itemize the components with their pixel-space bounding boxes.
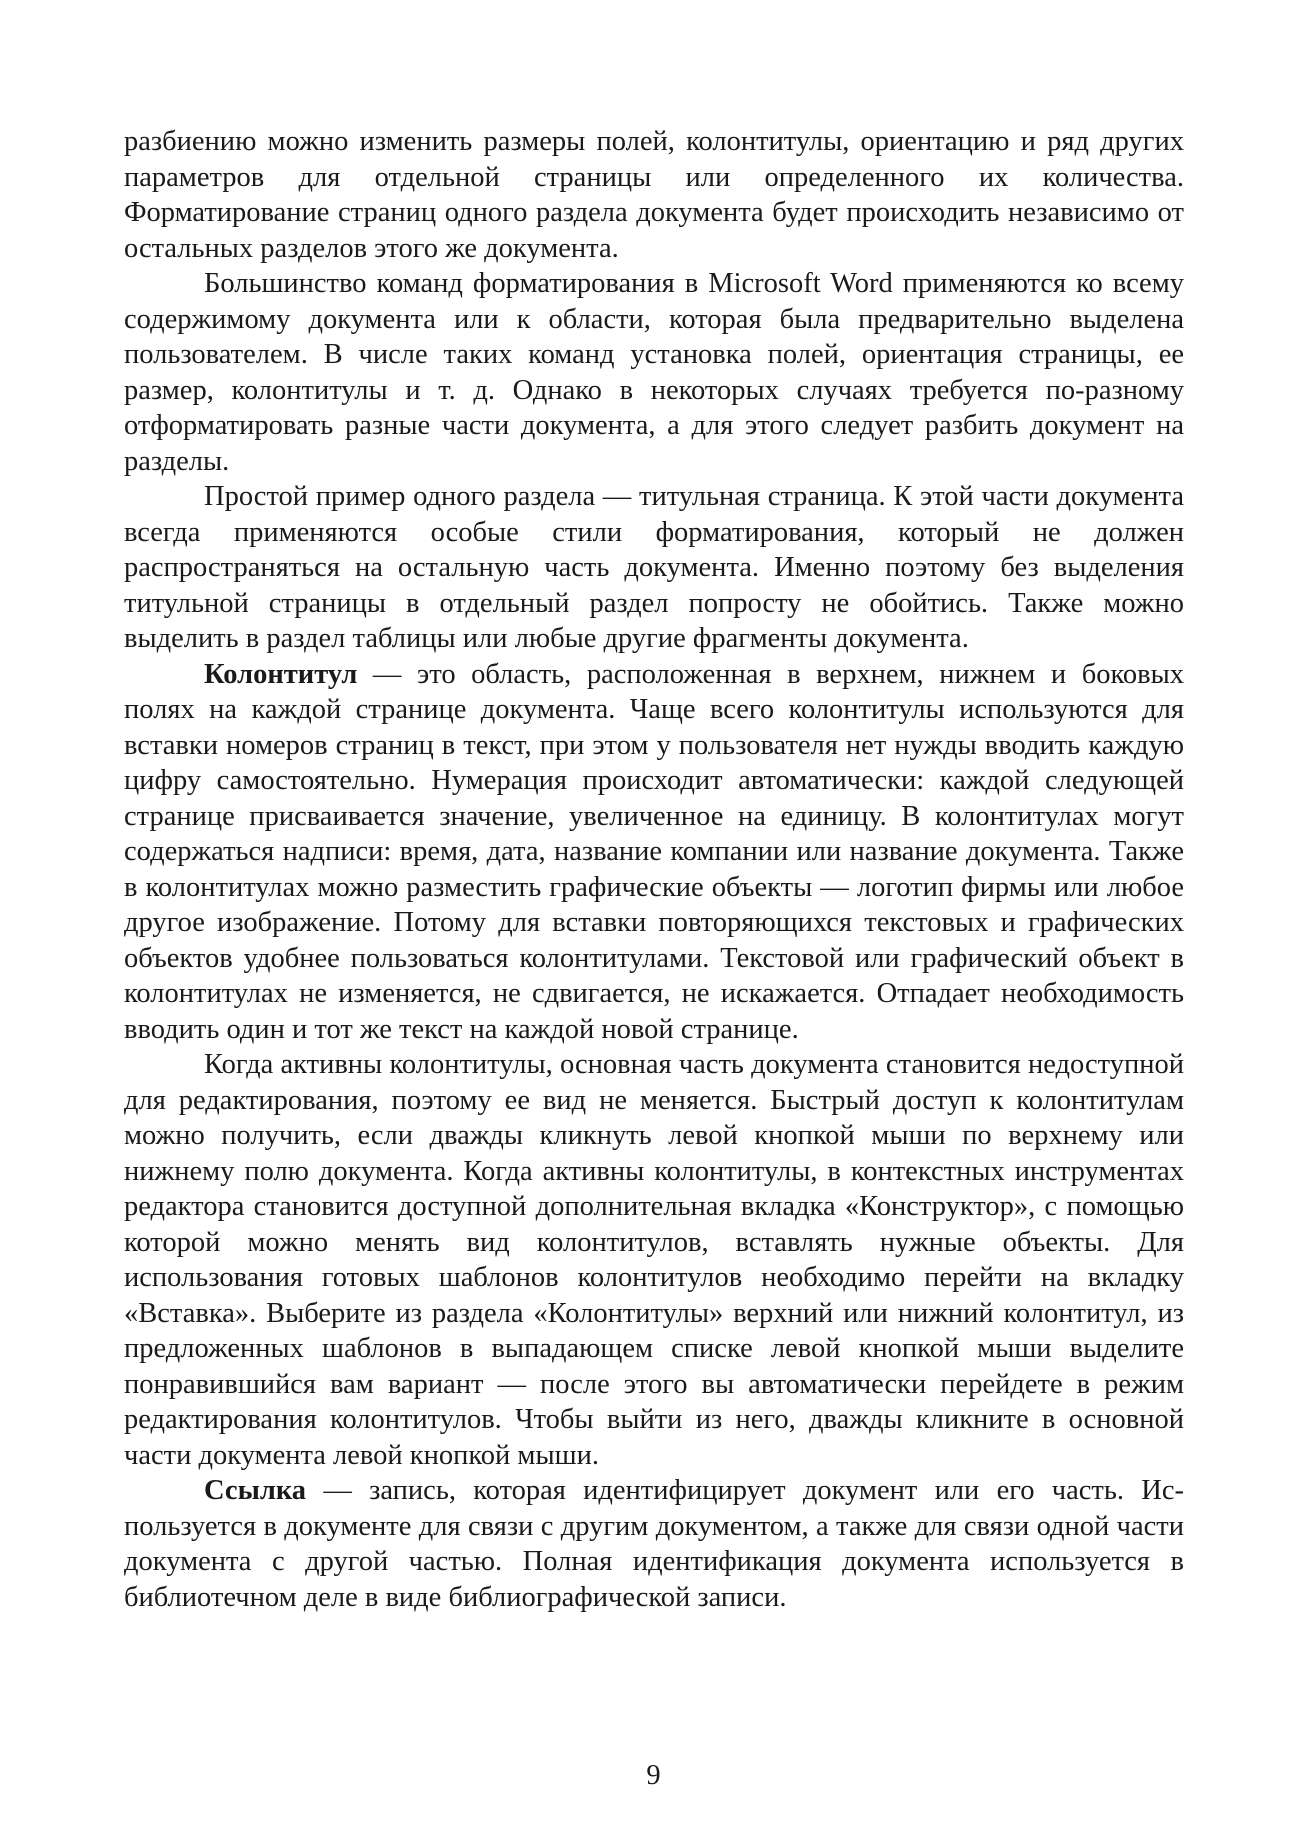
body-text — [124, 124, 1184, 1615]
paragraph-text: Простой пример одного раздела — титульная страница. К этой части документа всегда применяются особые стили форматирования, который не должен распространяться на остальную часть документа. Именно поэтому без выделения титульной страницы в отдельный раздел попросту не обойтись. Также можно выделить в раздел таблицы или любые другие фрагменты документа. — [124, 481, 1184, 654]
paragraph-text: — это область, расположенная в верхнем, нижнем и боковых полях на каждой странице документа. Чаще всего колонтитулы используются для вставки номеров страниц в текст, при этом у пользователя нет нужды вводить каждую цифру самостоятельно. Нумерация происходит автоматически: каждой следующей странице присваивается значение, увеличенное на единицу. В колонтитулах могут содержаться надписи: время, дата, название компании или название документа. Также в колонтитулах можно разместить графические объекты — логотип фирмы или любое другое изображение. Потому для вставки повторяющихся текстовых и графических объектов удобнее пользоваться колонтитулами. Текстовой или графический объект в колонтитулах не изменяется, не сдвигается, не искажается. Отпадает необходимость вводить один и тот же текст на каждой новой странице. — [124, 658, 1184, 1045]
term-kolontitul: Колонтитул — [204, 658, 358, 690]
paragraph-text: разбиению можно изменить размеры полей, колонтитулы, ориентацию и ряд других параметров для отдельной страницы или определенного их количества. Форматирование страниц одного раздела документа будет происходить независимо от остальных разделов этого же документа. — [124, 126, 1184, 264]
paragraph — [124, 1047, 1184, 1473]
term-ssylka: Ссылка — [204, 1475, 307, 1506]
paragraph — [124, 266, 1184, 479]
paragraph — [124, 657, 1184, 1048]
paragraph-text: Большинство команд форматирования в Microsoft Word применяются ко всему содержимому документа или к области, которая была предварительно выделена пользователем. В числе таких команд установка полей, ориентация страницы, ее размер, колонтитулы и т. д. Однако в некоторых случаях требуется по-разному отформатировать разные части документа, а для этого следует разбить документ на разделы. — [124, 268, 1184, 477]
paragraph-text: Когда активны колонтитулы, основная часть документа становится недоступной для редактирования, поэтому ее вид не меняется. Быстрый доступ к колонтитулам можно получить, если дважды кликнуть левой кнопкой мыши по верхнему или нижнему полю документа. Когда активны колонтитулы, в контекстных инструментах редактора становится доступной дополнительная вкладка «Конструктор», с помощью которой можно менять вид колонтитулов, вставлять нужные объекты. Для использования готовых шаблонов колонтитулов необходимо перейти на вкладку «Вставка». Выберите из раздела «Колонтитулы» верхний или нижний колонтитул, из предложенных шаблонов в выпадающем списке левой кнопкой мыши выделите понравившийся вам вариант — после этого вы автоматически перейдете в режим редактирования колонтитулов. Чтобы выйти из него, дважды кликните в основной части документа левой кнопкой мыши. — [124, 1049, 1184, 1471]
paragraph — [124, 124, 1184, 266]
page-number: 9 — [646, 1760, 661, 1791]
paragraph — [124, 479, 1184, 657]
paragraph-text: — запись, которая идентифицирует документ или его часть. Используется в документе для связи с другим документом, а также для связи одной части документа с другой частью. Полная идентификация документа используется в библиотечном деле в виде библиографической записи. — [124, 1475, 1184, 1613]
paragraph — [124, 1473, 1184, 1615]
